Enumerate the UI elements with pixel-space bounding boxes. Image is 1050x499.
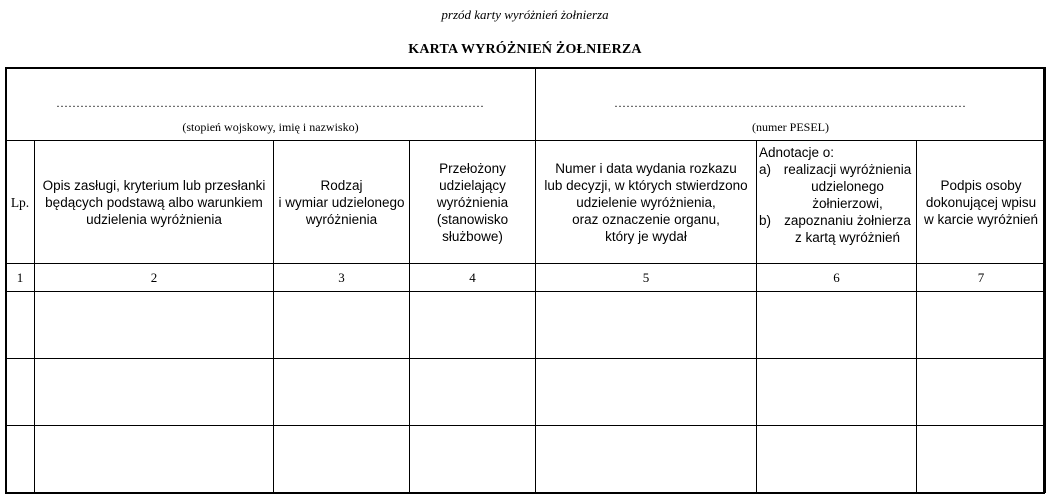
item-line: realizacji wyróżnienia <box>783 162 912 177</box>
header-line: będących podstawą albo warunkiem <box>45 194 263 210</box>
table-outer-border <box>5 67 1045 494</box>
card-subtitle: przód karty wyróżnień żołnierza <box>441 7 609 22</box>
col-number: 4 <box>410 264 536 292</box>
header-line: Podpis osoby <box>940 177 1022 193</box>
name-caption: (stopień wojskowy, imię i nazwisko) <box>182 120 359 134</box>
header-line: i wymiar udzielonego <box>278 194 405 210</box>
pesel-caption: (numer PESEL) <box>752 120 829 134</box>
header-line: służbowe) <box>442 228 503 244</box>
col-number: 2 <box>35 264 274 292</box>
name-dotted-line: ........................................................................................................... <box>56 96 485 110</box>
header-line: Rodzaj <box>320 177 363 193</box>
header-line: udzielenia wyróżnienia <box>86 211 222 227</box>
header-line: oraz oznaczenie organu, <box>572 211 720 227</box>
header-line: który je wydał <box>605 228 687 244</box>
header-line: Numer i data wydania rozkazu <box>555 160 737 176</box>
item-line: udzielonego <box>811 179 884 194</box>
item-marker: b) <box>759 213 772 228</box>
header-line: lub decyzji, w których stwierdzono <box>544 177 748 193</box>
header-line: udzielenie wyróżnienia, <box>576 194 716 210</box>
col-header-lp: Lp. <box>6 141 35 264</box>
col-number: 5 <box>536 264 757 292</box>
header-line: wyróżnienia <box>436 194 509 210</box>
item-line: zapoznaniu żołnierza <box>784 213 911 228</box>
header-line: (stanowisko <box>436 211 509 227</box>
item-line: żołnierzowi, <box>812 196 883 211</box>
header-line: udzielający <box>439 177 506 193</box>
col-number: 3 <box>274 264 410 292</box>
col-number: 1 <box>6 264 35 292</box>
annotations-title: Adnotacje o: <box>759 145 835 160</box>
header-line: Przełożony <box>439 160 506 176</box>
col-number: 7 <box>917 264 1046 292</box>
col-number: 6 <box>757 264 917 292</box>
card-title: KARTA WYRÓŻNIEŃ ŻOŁNIERZA <box>408 42 642 57</box>
header-line: w karcie wyróżnień <box>923 211 1039 227</box>
item-marker: a) <box>759 162 772 177</box>
item-line: z kartą wyróżnień <box>794 230 901 245</box>
pesel-dotted-line: ........................................................................................ <box>614 96 967 110</box>
header-line: wyróżnienia <box>305 211 378 227</box>
header-line: dokonującej wpisu <box>925 194 1037 210</box>
header-line: Opis zasługi, kryterium lub przesłanki <box>42 177 266 193</box>
